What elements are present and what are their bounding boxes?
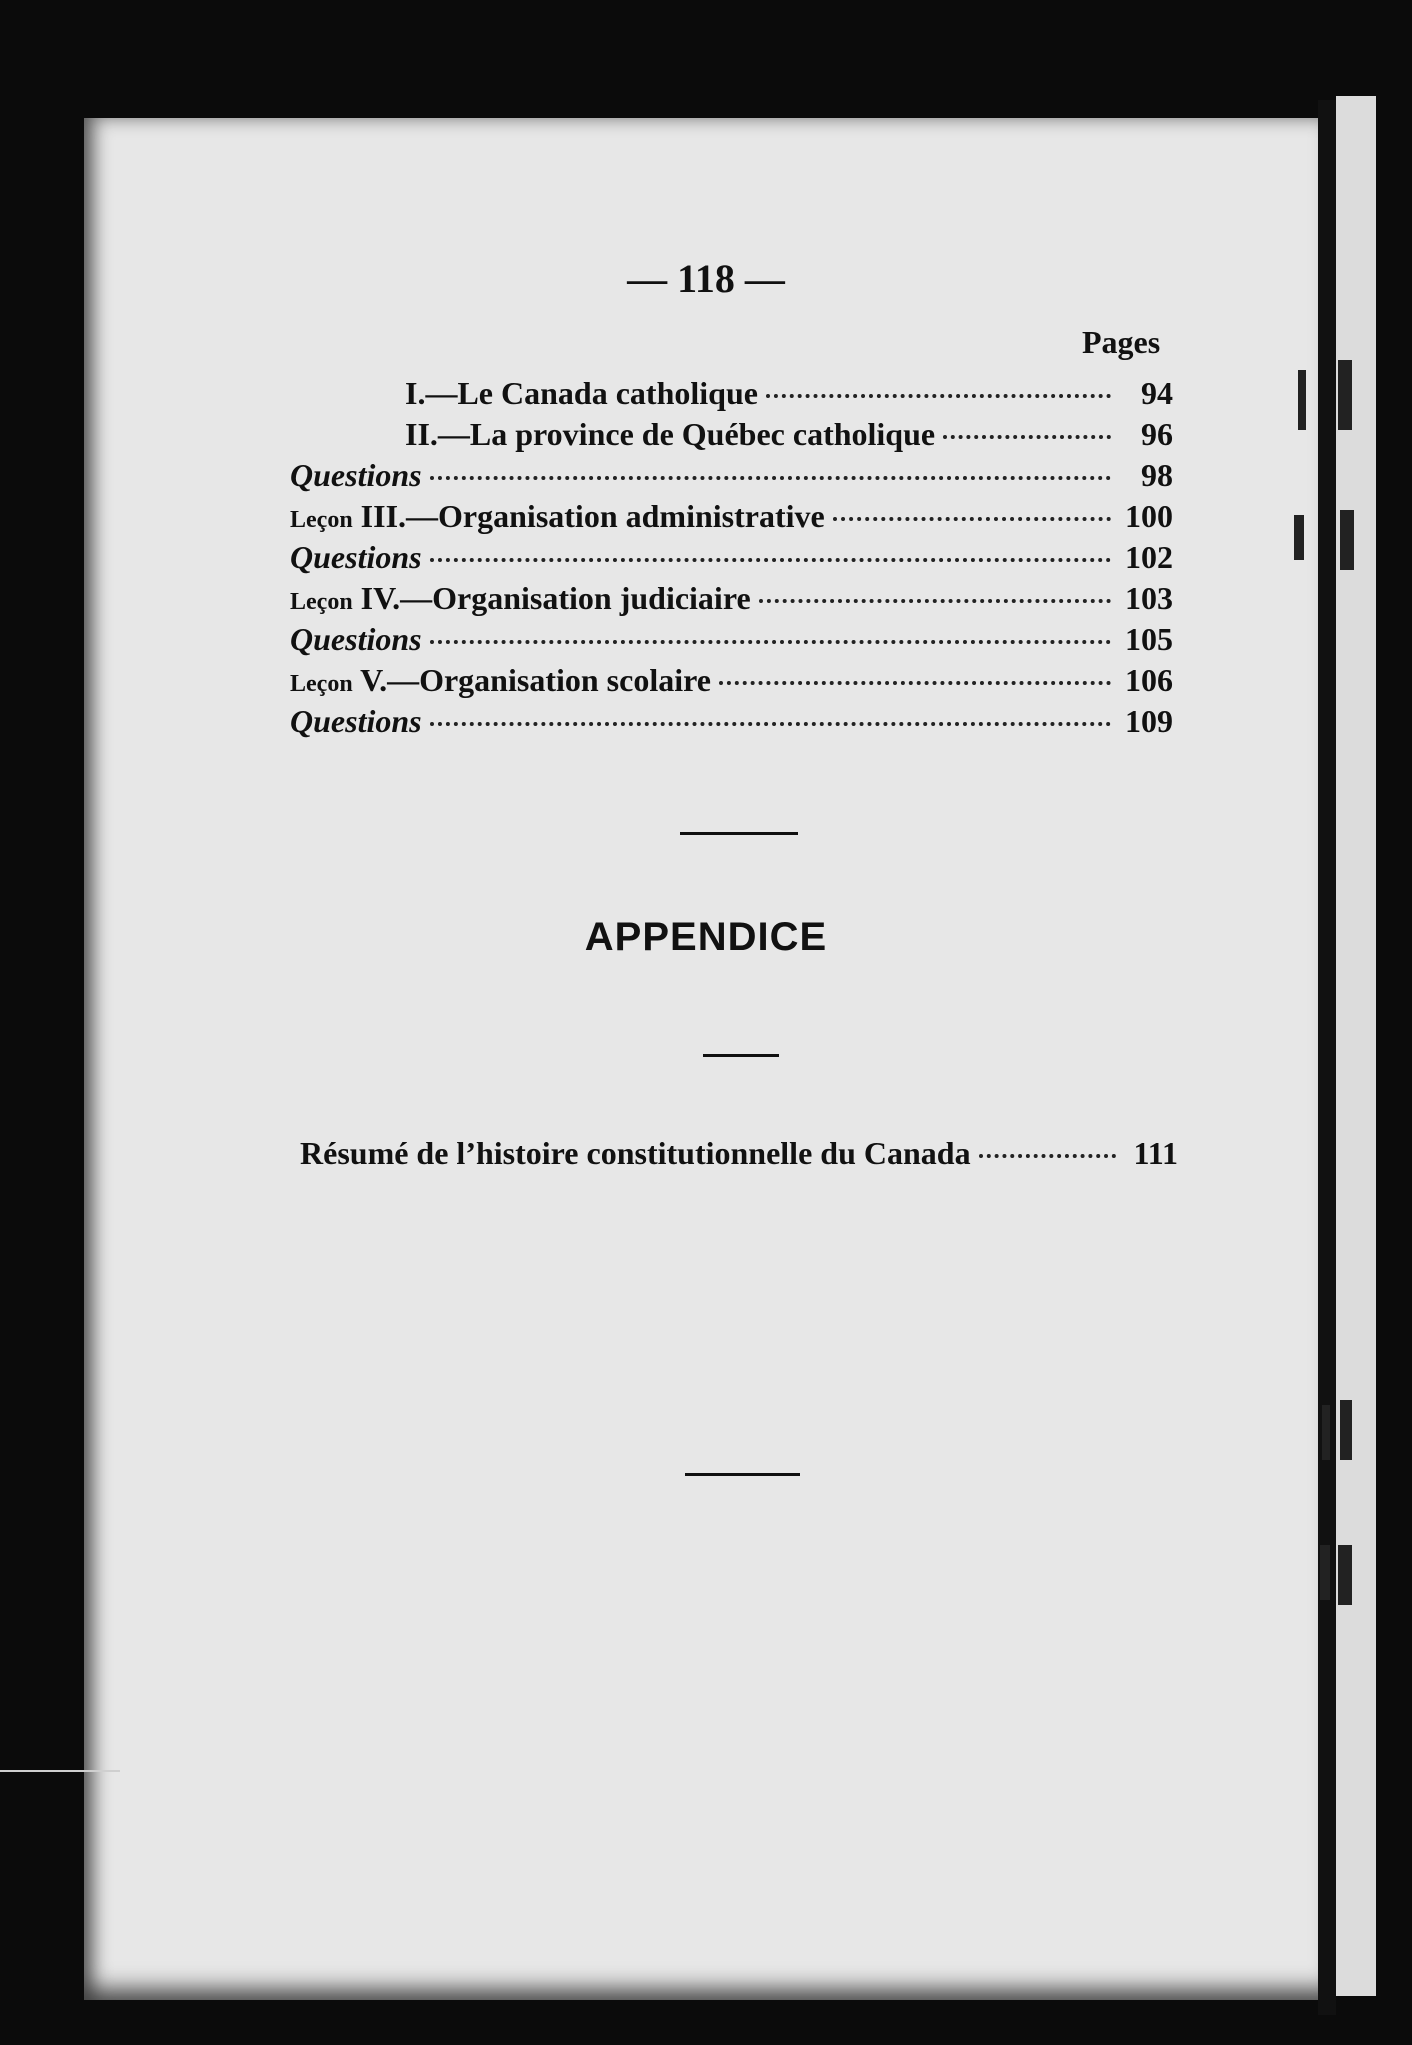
toc-entry-page: 96: [1141, 416, 1173, 452]
dot-leader: [430, 640, 1111, 644]
toc-entry-page: 98: [1141, 457, 1173, 493]
facing-page-fragment: [1294, 515, 1304, 560]
appendix-heading: APPENDICE: [584, 915, 828, 959]
toc-entry-page: 100: [1125, 498, 1173, 534]
toc-entry: [290, 539, 1173, 579]
dot-leader: [719, 681, 1111, 685]
lesson-title: V.—Organisation scolaire: [360, 662, 711, 698]
dot-leader: [979, 1154, 1116, 1158]
appendix-entry: [300, 1135, 1178, 1175]
page-folio: — 118 —: [627, 256, 785, 301]
facing-page-fragment: [1320, 1545, 1330, 1600]
facing-page-fragment: [1338, 360, 1352, 430]
toc-entry-label: II.—La province de Québec catholique: [405, 416, 936, 452]
closing-divider: [685, 1473, 800, 1476]
section-divider: [680, 832, 798, 835]
toc-entry-page: 105: [1125, 621, 1173, 657]
lesson-title: III.—Organisation administrative: [360, 498, 825, 534]
dot-leader: [766, 394, 1111, 398]
appendix-entry-page: 111: [1133, 1135, 1178, 1171]
pages-column-header: Pages: [1082, 324, 1161, 360]
facing-page-fragment: [1322, 1405, 1330, 1460]
toc-entry-label: Questions: [290, 621, 422, 657]
toc-entry-label: [290, 662, 711, 699]
dot-leader: [943, 435, 1111, 439]
toc-entry: [290, 662, 1173, 702]
lesson-title: IV.—Organisation judiciaire: [360, 580, 751, 616]
toc-entry: [405, 416, 1173, 456]
facing-page-fragment: [1338, 1545, 1352, 1605]
dot-leader: [430, 558, 1111, 562]
toc-entry-page: 102: [1125, 539, 1173, 575]
toc-entry-label: [290, 580, 751, 617]
toc-entry: [290, 498, 1173, 538]
toc-entry: [290, 621, 1173, 661]
toc-entry-label: Questions: [290, 539, 422, 575]
facing-page-fragment: [1340, 1400, 1352, 1460]
toc-entry: [290, 703, 1173, 743]
dot-leader: [430, 476, 1111, 480]
page-binding-edge: [1318, 100, 1336, 2015]
dot-leader: [759, 599, 1111, 603]
section-divider: [703, 1054, 779, 1057]
lesson-prefix: Leçon: [290, 507, 353, 533]
facing-page-fragment: [1340, 510, 1354, 570]
dot-leader: [833, 517, 1111, 521]
facing-page-fragment: [1298, 370, 1306, 430]
lesson-prefix: Leçon: [290, 671, 353, 697]
appendix-entry-label: Résumé de l’histoire constitutionnelle du Canada: [300, 1135, 971, 1171]
scan-artifact: [0, 1770, 120, 1772]
dot-leader: [430, 722, 1111, 726]
toc-entry-page: 94: [1141, 375, 1173, 411]
toc-entry: [405, 375, 1173, 415]
toc-entry-label: [290, 498, 825, 535]
toc-entry-label: Questions: [290, 457, 422, 493]
toc-entry: [290, 580, 1173, 620]
toc-entry-page: 103: [1125, 580, 1173, 616]
toc-entry-page: 109: [1125, 703, 1173, 739]
toc-entry-label: I.—Le Canada catholique: [405, 375, 758, 411]
lesson-prefix: Leçon: [290, 589, 353, 615]
toc-entry-label: Questions: [290, 703, 422, 739]
toc-entry-page: 106: [1125, 662, 1173, 698]
toc-entry: [290, 457, 1173, 497]
